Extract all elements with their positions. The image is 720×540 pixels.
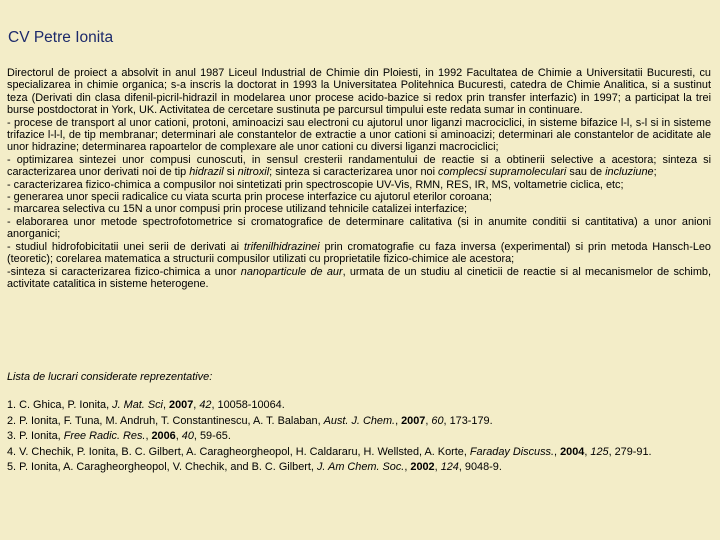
reference-item: 4. V. Chechik, P. Ionita, B. C. Gilbert, A. Caragheorgheopol, H. Caldararu, H. Wellsted, A. Korte, Faraday Discuss., 2004, 125, 279-91.	[7, 445, 652, 458]
reference-item: 5. P. Ionita, A. Caragheorgheopol, V. Chechik, and B. C. Gilbert, J. Am Chem. Soc., 2002, 124, 9048-9.	[7, 461, 502, 474]
research-item-labeling: - marcarea selectiva cu 15N a unor compusi prin procese utilizand tehnicile catalizei interfazice;	[7, 203, 468, 216]
cv-body	[7, 67, 711, 290]
research-item-transport: - procese de transport al unor cationi, protoni, aminoacizi sau electroni cu ajutorul unor liganzi macrociclici, in sisteme bifazice l-l, s-l si in sisteme trifazice l-l-l, de tip membranar; determinari ale constantelor de extractie a unor cationi si aminoacizi; determinari ale constantelor de aciditate ale unor hidrazine; determinarea rapoartelor de complexare ale unor cationi cu diversi liganzi macrociclici;	[7, 116, 711, 154]
reference-item: 2. P. Ionita, F. Tuna, M. Andruh, T. Constantinescu, A. T. Balaban, Aust. J. Chem., 2007, 60, 173-179.	[7, 414, 493, 427]
research-item-synthesis: - optimizarea sintezei unor compusi cunoscuti, in sensul cresterii randamentului de reactie si a obtinerii selective a acestora; sinteza si caracterizarea unor derivati noi de tip hidrazil si nitroxil; sinteza si caracterizarea unor noi complecsi supramoleculari sau de incluziune;	[7, 153, 711, 179]
research-item-nanoparticles: -sinteza si caracterizarea fizico-chimica a unor nanoparticule de aur, urmata de un studiu al cineticii de reactie si al mecanismelor de schimb, activitate catalitica in sisteme heterogene.	[7, 265, 711, 290]
reference-item: 1. C. Ghica, P. Ionita, J. Mat. Sci, 2007, 42, 10058-10064.	[7, 399, 285, 411]
references-heading: Lista de lucrari considerate reprezentative:	[7, 371, 213, 383]
reference-item: 3. P. Ionita, Free Radic. Res., 2006, 40, 59-65.	[7, 430, 231, 443]
page-title: CV Petre Ionita	[8, 29, 114, 46]
research-item-methods: - elaborarea unor metode spectrofotometrice si cromatografice de determinare calitativa (si in anumite conditii si cantitativa) a unor anioni anorganici;	[7, 215, 711, 241]
research-item-radicals: - generarea unor specii radicalice cu viata scurta prin procese interfazice cu ajutorul eterilor coroana;	[7, 191, 492, 204]
research-item-hydrophobicity: - studiul hidrofobicitatii unei serii de derivati ai trifenilhidrazinei prin cromatografie cu faza inversa (experimental) si prin metoda Hansch-Leo (teoretic); corelarea matematica a structurii compusilor utilizati cu proprietatile fizico-chimice ale acestora;	[7, 240, 711, 266]
references-list	[7, 398, 711, 476]
research-item-characterization: - caracterizarea fizico-chimica a compusilor noi sintetizati prin spectroscopie UV-Vis, RMN, RES, IR, MS, voltametrie ciclica, etc;	[7, 178, 624, 191]
intro-paragraph: Directorul de proiect a absolvit in anul 1987 Liceul Industrial de Chimie din Ploiesti, in 1992 Facultatea de Chimie a Universitatii Bucuresti, cu specializarea in chimie organica; s-a inscris la doctorat in 1993 la Universitatea Politehnica Bucuresti, catedra de Chimie Analitica, si a sustinut teza (Derivati din clasa difenil-picril-hidrazil in modelarea unor procese acido-bazice si redox prin transfer interfazic) in 1997; a participat la trei burse postdoctorat in York, UK. Activitatea de cercetare sustinuta pe parcursul timpului este redata sumar in continuare.	[7, 67, 711, 117]
